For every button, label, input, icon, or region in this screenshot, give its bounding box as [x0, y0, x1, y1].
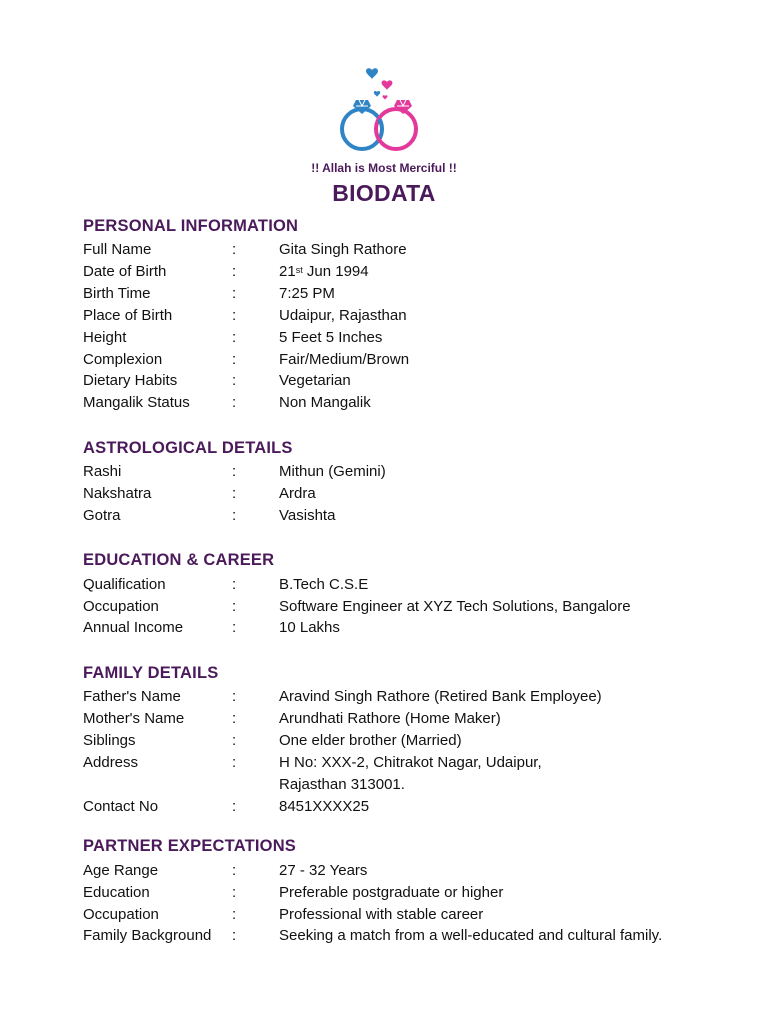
heart-icon — [366, 68, 378, 79]
heart-icon — [382, 80, 393, 89]
field-value: Non Mangalik — [279, 394, 371, 411]
separator: : — [232, 485, 237, 502]
separator: : — [232, 329, 237, 346]
section-title-education: EDUCATION & CAREER — [83, 551, 275, 569]
field-label: Full Name — [83, 241, 152, 258]
field-label: Mangalik Status — [83, 394, 190, 411]
field-value: Vasishta — [279, 507, 336, 524]
field-label: Qualification — [83, 576, 166, 593]
field-label: Date of Birth — [83, 263, 167, 280]
field-value: 8451XXXX25 — [279, 798, 370, 815]
field-row — [83, 926, 723, 948]
separator: : — [232, 732, 237, 749]
field-label: Education — [83, 884, 150, 901]
field-row — [83, 797, 723, 819]
field-row-continuation — [83, 775, 723, 797]
field-label: Siblings — [83, 732, 136, 749]
field-label: Occupation — [83, 598, 159, 615]
field-value: 5 Feet 5 Inches — [279, 329, 383, 346]
field-label: Place of Birth — [83, 307, 173, 324]
field-value: 27 - 32 Years — [279, 862, 368, 879]
field-row — [83, 462, 723, 484]
field-row — [83, 284, 723, 306]
field-value: B.Tech C.S.E — [279, 576, 369, 593]
field-value: Rajasthan 313001. — [279, 776, 405, 793]
field-row — [83, 262, 723, 284]
rings-with-hearts-icon — [336, 66, 428, 158]
heart-icon — [383, 95, 388, 99]
separator: : — [232, 307, 237, 324]
field-row — [83, 687, 723, 709]
section-title-personal: PERSONAL INFORMATION — [83, 217, 299, 235]
section-title-partner: PARTNER EXPECTATIONS — [83, 837, 297, 855]
field-label: Birth Time — [83, 285, 151, 302]
field-value: Udaipur, Rajasthan — [279, 307, 407, 324]
separator: : — [232, 688, 237, 705]
separator: : — [232, 927, 237, 944]
field-row — [83, 240, 723, 262]
separator: : — [232, 906, 237, 923]
field-label: Contact No — [83, 798, 159, 815]
field-value: Aravind Singh Rathore (Retired Bank Employee) — [279, 688, 602, 705]
field-value: Preferable postgraduate or higher — [279, 884, 504, 901]
field-value: Ardra — [279, 485, 316, 502]
field-value: Software Engineer at XYZ Tech Solutions, Bangalore — [279, 598, 631, 615]
field-label: Occupation — [83, 906, 159, 923]
separator: : — [232, 507, 237, 524]
field-row — [83, 731, 723, 753]
field-label: Annual Income — [83, 619, 184, 636]
field-row — [83, 350, 723, 372]
section-title-astrological: ASTROLOGICAL DETAILS — [83, 439, 293, 457]
separator: : — [232, 285, 237, 302]
separator: : — [232, 598, 237, 615]
field-row — [83, 709, 723, 731]
field-value: Seeking a match from a well-educated and cultural family. — [279, 927, 663, 944]
field-label: Rashi — [83, 463, 122, 480]
field-label: Family Background — [83, 927, 212, 944]
field-row — [83, 861, 723, 883]
field-row — [83, 575, 723, 597]
field-value: One elder brother (Married) — [279, 732, 462, 749]
page-title: BIODATA — [332, 180, 436, 206]
field-value: 7:25 PM — [279, 285, 335, 302]
field-row — [83, 597, 723, 619]
separator: : — [232, 798, 237, 815]
field-label: Dietary Habits — [83, 372, 178, 389]
dob-suffix: st — [295, 265, 303, 275]
field-row — [83, 753, 723, 775]
field-value: H No: XXX-2, Chitrakot Nagar, Udaipur, — [279, 754, 542, 771]
dob-month-year: Jun 1994 — [302, 263, 369, 280]
field-label: Age Range — [83, 862, 159, 879]
separator: : — [232, 372, 237, 389]
field-row — [83, 393, 723, 415]
heart-icon — [374, 91, 380, 97]
field-row — [83, 484, 723, 506]
dob-day: 21 — [279, 263, 296, 280]
field-row — [83, 506, 723, 528]
separator: : — [232, 754, 237, 771]
field-row — [83, 905, 723, 927]
field-label: Address — [83, 754, 139, 771]
separator: : — [232, 619, 237, 636]
field-value: Gita Singh Rathore — [279, 241, 407, 258]
separator: : — [232, 884, 237, 901]
field-value: Arundhati Rathore (Home Maker) — [279, 710, 501, 727]
field-label: Height — [83, 329, 127, 346]
field-label: Complexion — [83, 351, 163, 368]
section-title-family: FAMILY DETAILS — [83, 664, 219, 682]
field-label: Father's Name — [83, 688, 181, 705]
field-value: Vegetarian — [279, 372, 351, 389]
separator: : — [232, 241, 237, 258]
field-label: Nakshatra — [83, 485, 152, 502]
field-value: Mithun (Gemini) — [279, 463, 386, 480]
separator: : — [232, 862, 237, 879]
field-value: 10 Lakhs — [279, 619, 340, 636]
separator: : — [232, 351, 237, 368]
field-row — [83, 618, 723, 640]
separator: : — [232, 463, 237, 480]
field-value: Fair/Medium/Brown — [279, 351, 410, 368]
separator: : — [232, 263, 237, 280]
field-label: Mother's Name — [83, 710, 185, 727]
field-row — [83, 328, 723, 350]
field-row — [83, 371, 723, 393]
field-row — [83, 883, 723, 905]
field-row — [83, 306, 723, 328]
tagline: !! Allah is Most Merciful !! — [311, 161, 457, 175]
separator: : — [232, 394, 237, 411]
separator: : — [232, 576, 237, 593]
field-label: Gotra — [83, 507, 121, 524]
field-value: Professional with stable career — [279, 906, 484, 923]
field-value — [279, 262, 369, 282]
separator: : — [232, 710, 237, 727]
